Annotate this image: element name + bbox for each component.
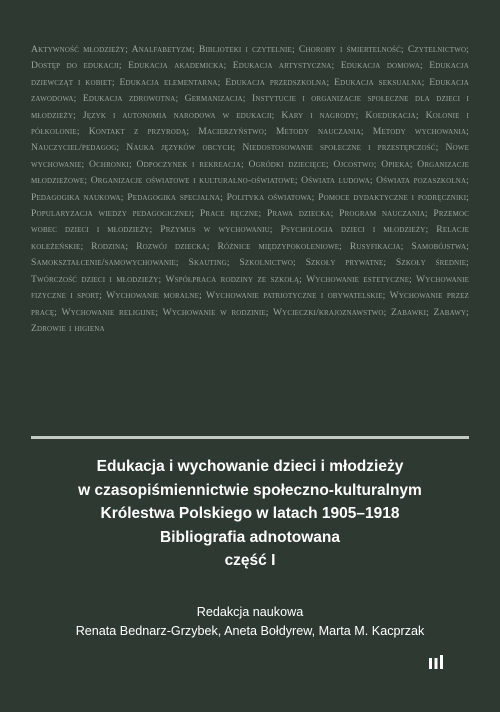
title-line-3: Królestwa Polskiego w latach 1905–1918 bbox=[100, 505, 400, 522]
title-line-1: Edukacja i wychowanie dzieci i młodzieży bbox=[96, 458, 404, 475]
editors-block bbox=[20, 603, 480, 640]
title-block bbox=[20, 455, 480, 573]
title-line-2: w czasopiśmiennictwie społeczno-kulturalnym bbox=[78, 481, 422, 499]
editors-names: Renata Bednarz-Grzybek, Aneta Bołdyrew, Marta M. Kacprzak bbox=[75, 623, 425, 638]
keywords-list: Aktywność młodzieży; Analfabetyzm; Biblioteki i czytelnie; Choroby i śmiertelność; Czytelnictwo; Dostęp do edukacji; Edukacja akademicka; Edukacja artystyczna; Edukacja domowa; Edukacja dziewcząt i kobiet; Edukacja elementarna; Edukacja przedszkolna; Edukacja seksualna; Edukacja zawodowa; Edukacja zdrowotna; Germanizacja; Instytucje i organizacje społeczne dla dzieci i młodzieży; Język i autonomia narodowa w edukacji; Kary i nagrody; Koedukacja; Kolonie i półkolonie; Kontakt z przyrodą; Macierzyństwo; Metody nauczania; Metody wychowania; Nauczyciel/pedagog; Nauka języków obcych; Niedostosowanie społeczne i przestępczość; Nowe wychowanie; Ochronki; Odpoczynek i rekreacja; Ogródki dziecięce; Ojcostwo; Opieka; Organizacje młodzieżowe; Organizacje oświatowe i kulturalno-oświatowe; Oświata ludowa; Oświata pozaszkolna; Pedagogika naukowa; Pedagogika specjalna; Polityka oświatowa; Pomoce dydaktyczne i podręczniki; Popularyzacja wiedzy pedagogicznej; Prace ręczne; Prawa dziecka; Program nauczania; Przemoc wobec dzieci i młodzieży; Przymus w wychowaniu; Psychologia dzieci i młodzieży; Relacje koleżeńskie; Rodzina; Rozwój dziecka; Różnice międzypokoleniowe; Rusyfikacja; Samobójstwa; Samokształcenie/samowychowanie; Skauting; Szkolnictwo; Szkoły prywatne; Szkoły średnie; Twórczość dzieci i młodzieży; Współpraca rodziny ze szkołą; Wychowanie estetyczne; Wychowanie fizyczne i sport; Wychowanie moralne; Wychowanie patriotyczne i obywatelskie; Wychowanie przez pracę; Wychowanie religijne; Wychowanie w rodzinie; Wycieczki/krajoznawstwo; Zabawki; Zabawy; Zdrowie i higiena bbox=[31, 44, 469, 334]
divider-line bbox=[31, 436, 469, 439]
subtitle: Bibliografia adnotowana bbox=[160, 528, 340, 546]
part-label: część I bbox=[224, 552, 276, 569]
editors-label: Redakcja naukowa bbox=[196, 605, 304, 619]
publisher-logo-icon bbox=[428, 654, 444, 670]
